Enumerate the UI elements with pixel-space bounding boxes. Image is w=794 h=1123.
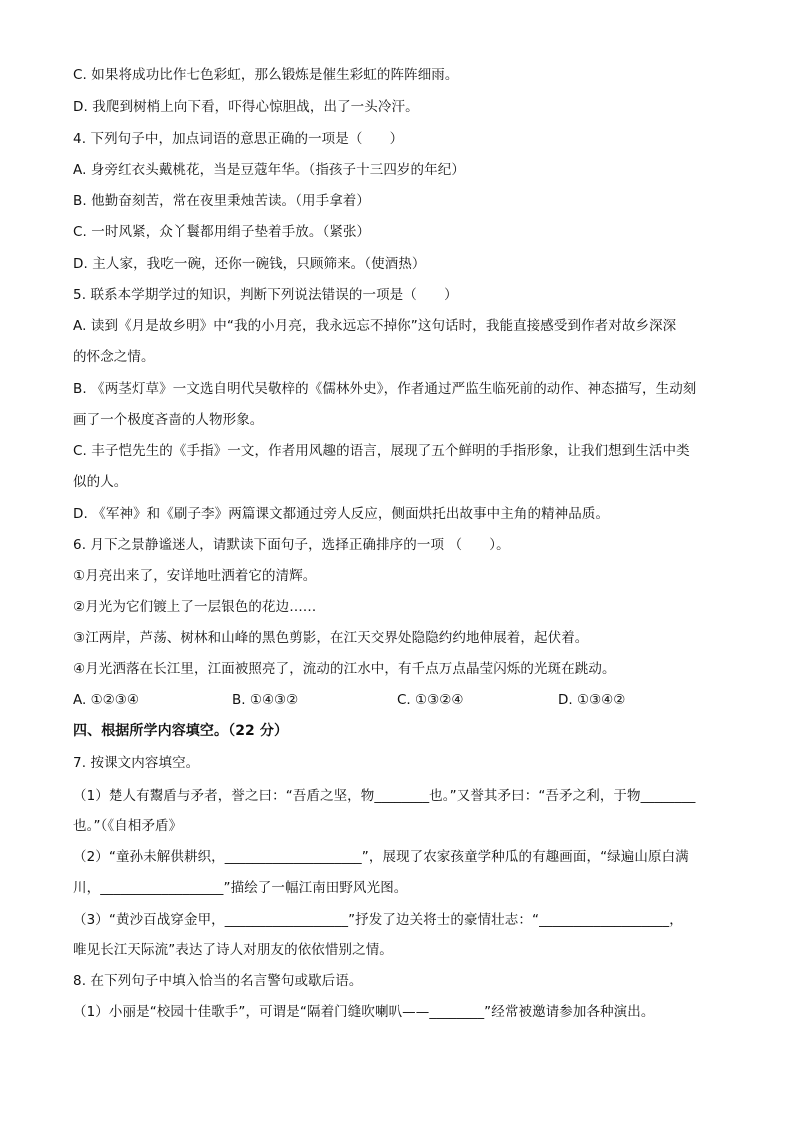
- q7-item1-line1: （1）楚人有鬻盾与矛者，誉之曰：“吾盾之坚，物________也。”又誉其矛曰：“吾矛之利，于物________: [73, 788, 696, 804]
- q5-stem: 5. 联系本学期学过的知识，判断下列说法错误的一项是（ ）: [73, 287, 458, 303]
- q7-item2-line2: 川，__________________”描绘了一幅江南田野风光图。: [73, 880, 408, 896]
- q8-stem: 8. 在下列句子中填入恰当的名言警句或歇后语。: [73, 973, 363, 989]
- q6-sentence-3: ③江两岸，芦荡、树林和山峰的黑色剪影，在江天交界处隐隐约约地伸展着，起伏着。: [73, 630, 589, 646]
- q3-option-d: D. 我爬到树梢上向下看，吓得心惊胆战，出了一头冷汗。: [73, 99, 419, 115]
- q6-sentence-1: ①月亮出来了，安详地吐洒着它的清辉。: [73, 568, 317, 584]
- q5-option-c-line1: C. 丰子恺先生的《手指》一文，作者用风趣的语言，展现了五个鲜明的手指形象，让我们想到生活中类: [73, 443, 690, 459]
- q5-option-c-line2: 似的人。: [73, 474, 128, 490]
- q6-option-d: D. ①③④②: [558, 692, 626, 708]
- q6-option-b: B. ①④③②: [232, 692, 299, 708]
- q5-option-a-line2: 的怀念之情。: [73, 349, 155, 365]
- q4-option-b: B. 他勤奋刻苦，常在夜里秉烛苦读。（用手拿着）: [73, 193, 370, 209]
- q3-option-c: C. 如果将成功比作七色彩虹，那么锻炼是催生彩虹的阵阵细雨。: [73, 67, 459, 83]
- q7-item3-line2: 唯见长江天际流”表达了诗人对朋友的依依惜别之情。: [73, 942, 393, 958]
- q8-item1: （1）小丽是“校园十佳歌手”，可谓是“隔着门缝吹喇叭——________”经常被邀请参加各种演出。: [73, 1004, 655, 1020]
- q5-option-d: D. 《军神》和《刷子李》两篇课文都通过旁人反应，侧面烘托出故事中主角的精神品质。: [73, 506, 610, 522]
- q4-option-a: A. 身旁红衣头戴桃花，当是豆蔻年华。（指孩子十三四岁的年纪）: [73, 162, 465, 178]
- q4-stem: 4. 下列句子中，加点词语的意思正确的一项是（ ）: [73, 131, 404, 147]
- q7-item2-line1: （2）“童孙未解供耕织，____________________”，展现了农家孩童学种瓜的有趣画面，“绿遍山原白满: [73, 849, 689, 865]
- q6-option-a: A. ①②③④: [73, 692, 139, 708]
- q7-stem: 7. 按课文内容填空。: [73, 755, 200, 771]
- q6-sentence-4: ④月光洒落在长江里，江面被照亮了，流动的江水中，有千点万点晶莹闪烁的光斑在跳动。: [73, 661, 616, 677]
- q4-option-d: D. 主人家，我吃一碗，还你一碗钱，只顾筛来。（使酒热）: [73, 256, 426, 272]
- q6-option-c: C. ①③②④: [397, 692, 464, 708]
- q4-option-c: C. 一时风紧，众丫鬟都用绢子垫着手放。（紧张）: [73, 224, 371, 240]
- section-4-heading: 四、根据所学内容填空。（22 分）: [73, 723, 289, 739]
- q5-option-b-line2: 画了一个极度吝啬的人物形象。: [73, 412, 264, 428]
- q7-item3-line1: （3）“黄沙百战穿金甲，__________________”抒发了边关将士的豪情壮志：“___________________，: [73, 912, 683, 928]
- q6-sentence-2: ②月光为它们镀上了一层银色的花边……: [73, 599, 317, 615]
- q5-option-a-line1: A. 读到《月是故乡明》中“我的小月亮，我永远忘不掉你”这句话时，我能直接感受到作者对故乡深深: [73, 318, 677, 334]
- q7-item1-line2: 也。”（《自相矛盾》: [73, 818, 183, 834]
- q5-option-b-line1: B. 《两茎灯草》一文选自明代吴敬梓的《儒林外史》，作者通过严监生临死前的动作、神态描写，生动刻: [73, 381, 697, 397]
- q6-stem: 6. 月下之景静谧迷人，请默读下面句子，选择正确排序的一项 （ ）。: [73, 537, 510, 553]
